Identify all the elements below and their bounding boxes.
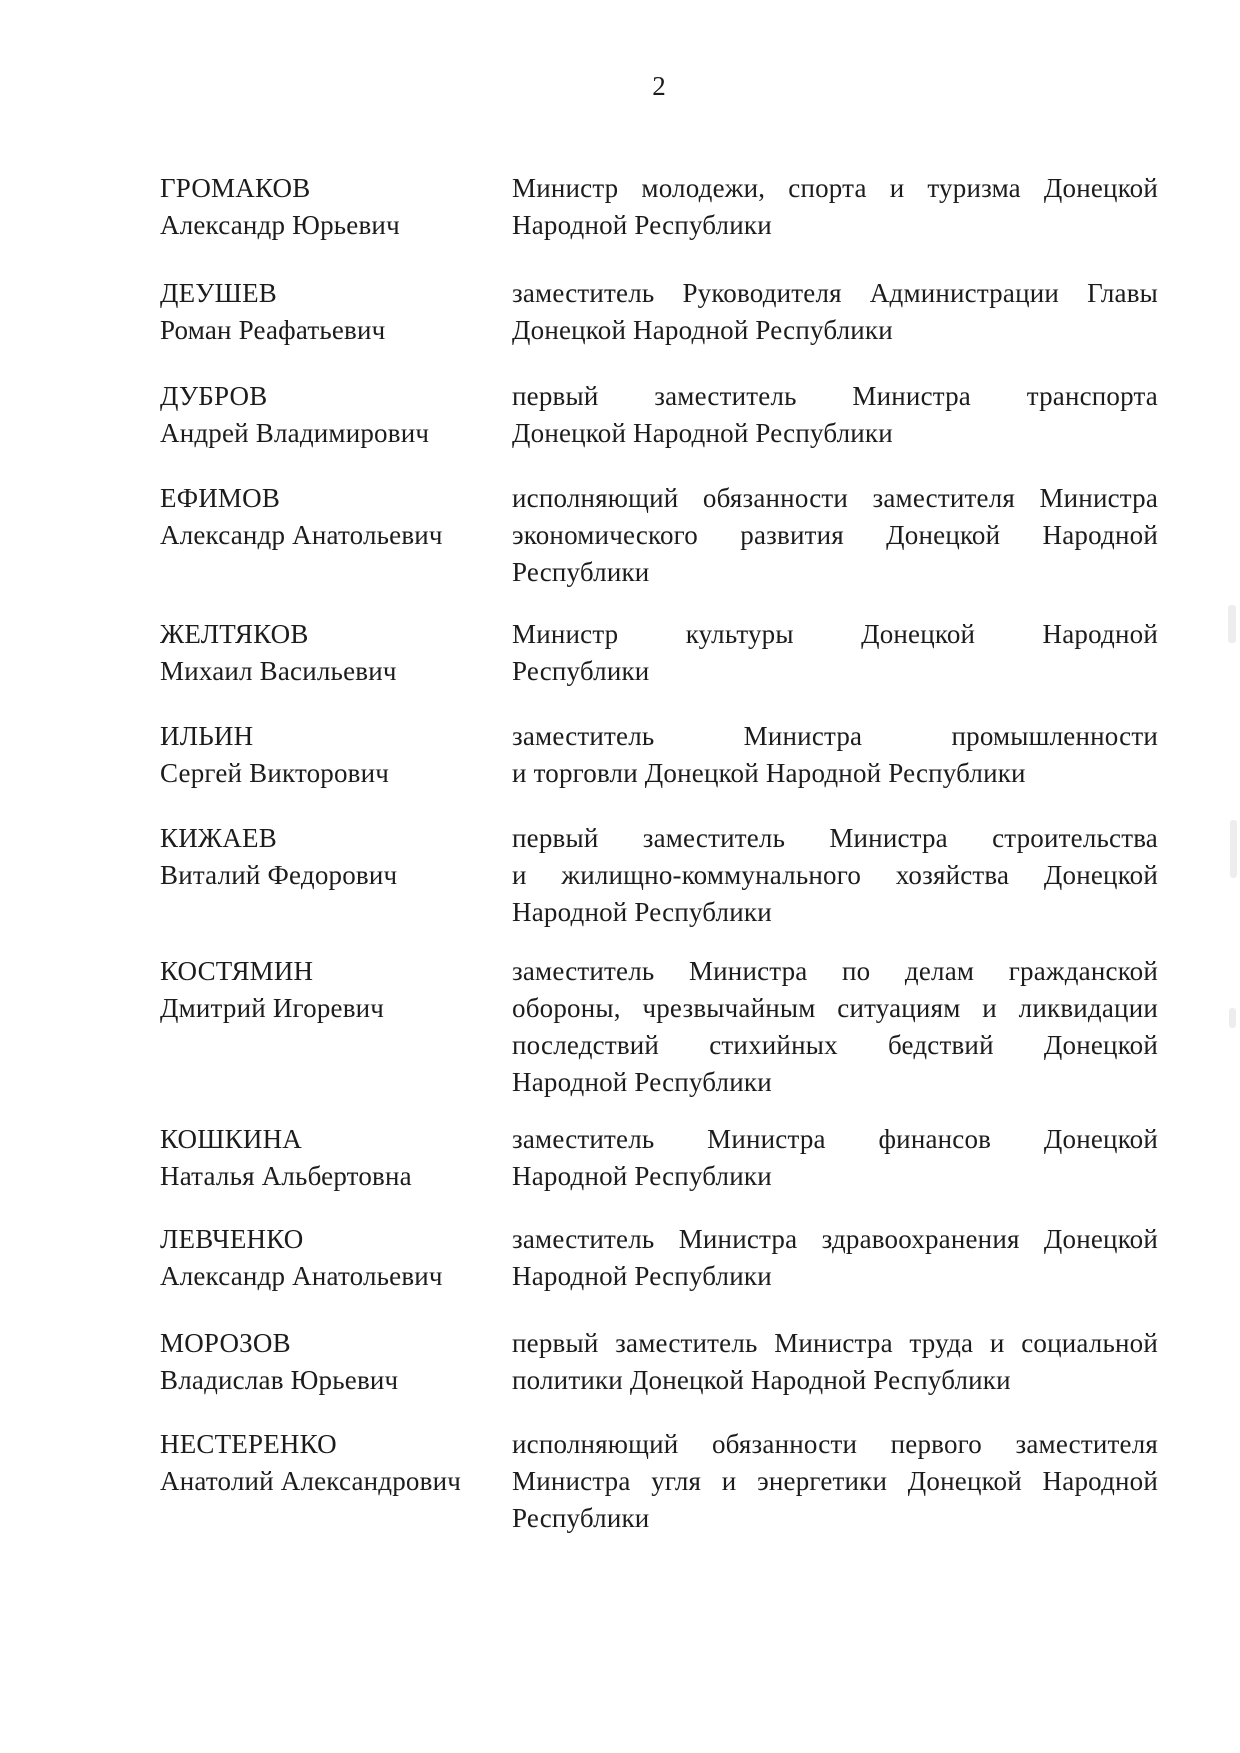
person-surname: ИЛЬИН	[160, 721, 254, 751]
position-line: первый заместитель Министра транспорта	[512, 381, 1158, 411]
person-position	[512, 1426, 1158, 1537]
person-name	[160, 953, 500, 1027]
person-position	[512, 480, 1158, 591]
position-line: первый заместитель Министра труда и социальной	[512, 1328, 1158, 1358]
position-line: исполняющий обязанности заместителя Министра	[512, 483, 1158, 513]
person-name	[160, 275, 500, 349]
position-line: Народной Республики	[512, 1067, 772, 1097]
person-given-name: Наталья Альбертовна	[160, 1161, 412, 1191]
page-number: 2	[652, 71, 666, 101]
person-name	[160, 378, 500, 452]
person-given-name: Андрей Владимирович	[160, 418, 430, 448]
person-name	[160, 616, 500, 690]
position-line: заместитель Министра промышленности	[512, 721, 1158, 751]
person-given-name: Сергей Викторович	[160, 758, 390, 788]
position-line: политики Донецкой Народной Республики	[512, 1365, 1011, 1395]
position-line: и торговли Донецкой Народной Республики	[512, 758, 1026, 788]
person-surname: ЛЕВЧЕНКО	[160, 1224, 304, 1254]
person-surname: ДУБРОВ	[160, 381, 268, 411]
person-surname: КОСТЯМИН	[160, 956, 314, 986]
position-line: исполняющий обязанности первого заместителя	[512, 1429, 1158, 1459]
scan-smudge	[1228, 605, 1236, 643]
position-line: заместитель Министра финансов Донецкой	[512, 1124, 1158, 1154]
position-line: последствий стихийных бедствий Донецкой	[512, 1030, 1158, 1060]
position-line: Республики	[512, 1503, 650, 1533]
person-surname: ДЕУШЕВ	[160, 278, 277, 308]
person-surname: НЕСТЕРЕНКО	[160, 1429, 337, 1459]
position-line: Министр молодежи, спорта и туризма Донецкой	[512, 173, 1158, 203]
person-position	[512, 616, 1158, 690]
person-position	[512, 718, 1158, 792]
person-surname: ЖЕЛТЯКОВ	[160, 619, 309, 649]
person-given-name: Александр Анатольевич	[160, 520, 443, 550]
person-name	[160, 170, 500, 244]
person-surname: ГРОМАКОВ	[160, 173, 311, 203]
person-given-name: Виталий Федорович	[160, 860, 398, 890]
position-line: Народной Республики	[512, 1261, 772, 1291]
person-position	[512, 275, 1158, 349]
person-given-name: Михаил Васильевич	[160, 656, 397, 686]
position-line: Республики	[512, 557, 650, 587]
position-line: Народной Республики	[512, 897, 772, 927]
position-line: Республики	[512, 656, 650, 686]
position-line: Донецкой Народной Республики	[512, 315, 893, 345]
person-surname: ЕФИМОВ	[160, 483, 281, 513]
person-name	[160, 1325, 500, 1399]
position-line: Народной Республики	[512, 1161, 772, 1191]
document-content	[160, 0, 1158, 1753]
position-line: первый заместитель Министра строительства	[512, 823, 1158, 853]
person-position	[512, 1121, 1158, 1195]
person-given-name: Дмитрий Игоревич	[160, 993, 385, 1023]
person-given-name: Александр Юрьевич	[160, 210, 400, 240]
position-line: обороны, чрезвычайным ситуациям и ликвидации	[512, 993, 1158, 1023]
person-position	[512, 378, 1158, 452]
person-position	[512, 1221, 1158, 1295]
position-line: экономического развития Донецкой Народной	[512, 520, 1158, 550]
person-position	[512, 953, 1158, 1101]
person-given-name: Владислав Юрьевич	[160, 1365, 399, 1395]
person-name	[160, 1221, 500, 1295]
position-line: заместитель Руководителя Администрации Главы	[512, 278, 1158, 308]
person-position	[512, 170, 1158, 244]
person-surname: МОРОЗОВ	[160, 1328, 291, 1358]
person-name	[160, 480, 500, 554]
person-given-name: Александр Анатольевич	[160, 1261, 443, 1291]
person-given-name: Роман Реафатьевич	[160, 315, 386, 345]
position-line: Народной Республики	[512, 210, 772, 240]
person-position	[512, 820, 1158, 931]
scan-smudge	[1230, 820, 1237, 878]
person-position	[512, 1325, 1158, 1399]
person-name	[160, 820, 500, 894]
person-surname: КОШКИНА	[160, 1124, 302, 1154]
person-name	[160, 718, 500, 792]
position-line: Министр культуры Донецкой Народной	[512, 619, 1158, 649]
person-surname: КИЖАЕВ	[160, 823, 277, 853]
position-line: и жилищно-коммунального хозяйства Донецкой	[512, 860, 1158, 890]
person-given-name: Анатолий Александрович	[160, 1466, 462, 1496]
person-name	[160, 1121, 500, 1195]
scan-smudge	[1229, 1008, 1236, 1028]
position-line: Министра угля и энергетики Донецкой Народной	[512, 1466, 1158, 1496]
position-line: Донецкой Народной Республики	[512, 418, 893, 448]
person-name	[160, 1426, 500, 1500]
position-line: заместитель Министра по делам гражданской	[512, 956, 1158, 986]
position-line: заместитель Министра здравоохранения Донецкой	[512, 1224, 1158, 1254]
